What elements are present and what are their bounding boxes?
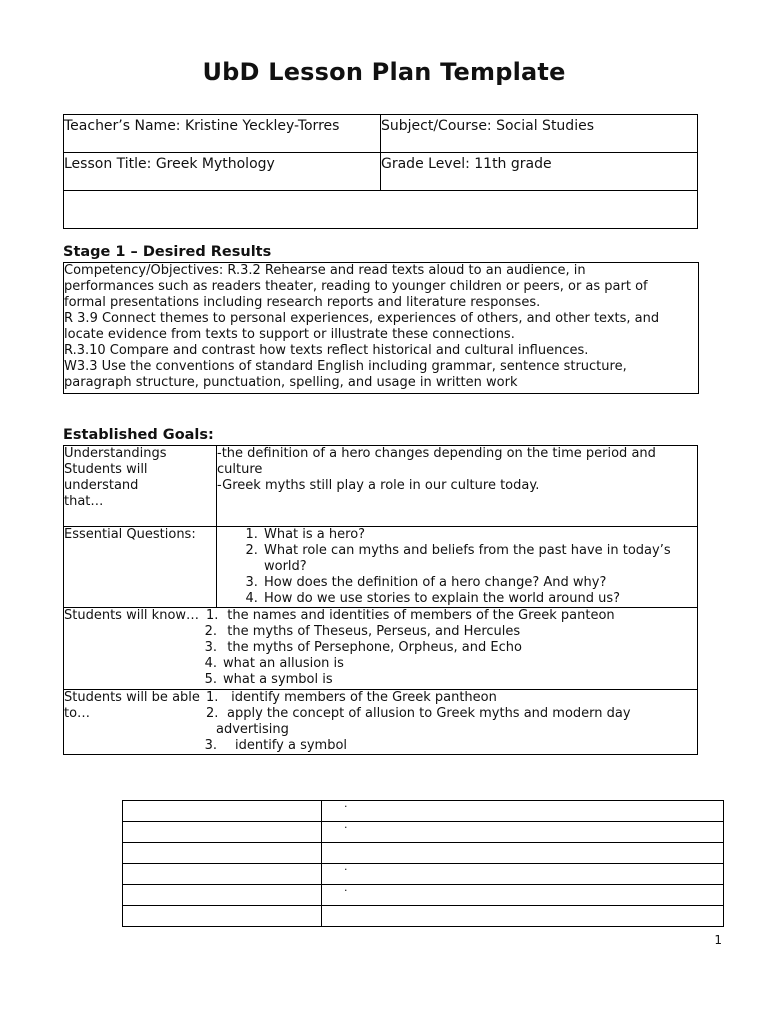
able-label: to…	[64, 706, 91, 721]
label-line: Students will	[64, 462, 148, 477]
know-number: 1.	[206, 608, 219, 623]
able-number: 3.	[204, 738, 217, 753]
objective-line: R 3.9 Connect themes to personal experiences, experiences of others, and other texts, and	[64, 311, 660, 326]
objective-line: W3.3 Use the conventions of standard English including grammar, sentence structure,	[64, 359, 627, 374]
competency-objectives-box	[63, 262, 699, 394]
know-item: the myths of Theseus, Perseus, and Hercules	[219, 624, 521, 639]
question-item: 4. How do we use stories to explain the world around us?	[262, 591, 697, 607]
subject-course: Subject/Course: Social Studies	[381, 115, 698, 153]
know-row	[64, 608, 697, 624]
blank-cell	[123, 822, 322, 843]
able-number: 2.	[206, 706, 219, 721]
grade-level: Grade Level: 11th grade	[381, 153, 698, 191]
questions-list	[217, 527, 697, 607]
students-will-be-able-cell	[64, 690, 698, 755]
blank-mark: ·	[322, 822, 724, 843]
able-number: 1.	[206, 690, 219, 705]
blank-cell	[123, 885, 322, 906]
blank-cell	[123, 801, 322, 822]
know-row	[64, 672, 697, 688]
essential-questions-label: Essential Questions:	[64, 527, 217, 608]
know-number: 2.	[204, 624, 217, 639]
blank-mark: ·	[322, 864, 724, 885]
page-number: 1	[714, 933, 722, 947]
able-row	[64, 738, 697, 754]
able-label: Students will be able	[64, 690, 200, 705]
able-item: identify members of the Greek pantheon	[227, 690, 497, 705]
understandings-content	[217, 446, 698, 527]
blank-table	[122, 800, 724, 927]
blank-cell	[123, 843, 322, 864]
students-will-know-cell	[64, 608, 698, 690]
able-item: advertising	[216, 722, 289, 737]
know-item: the names and identities of members of the Greek panteon	[219, 608, 615, 623]
understanding-item: -the definition of a hero changes depending on the time period and culture	[217, 446, 656, 477]
know-number: 5.	[204, 672, 217, 687]
question-item: 1. What is a hero?	[262, 527, 697, 543]
know-item: what a symbol is	[223, 672, 333, 687]
know-item: the myths of Persephone, Orpheus, and Echo	[219, 640, 522, 655]
empty-info-row	[64, 191, 698, 229]
able-row	[64, 722, 697, 738]
blank-mark	[322, 906, 724, 927]
know-row	[64, 656, 697, 672]
able-item: identify a symbol	[235, 738, 348, 753]
label-line: that…	[64, 494, 104, 509]
blank-cell	[123, 864, 322, 885]
question-item: 3. How does the definition of a hero change? And why?	[262, 575, 697, 591]
objective-line: R.3.10 Compare and contrast how texts reflect historical and cultural influences.	[64, 343, 589, 358]
objective-line: paragraph structure, punctuation, spelling, and usage in written work	[64, 375, 518, 390]
understandings-label	[64, 446, 217, 527]
question-item: 2. What role can myths and beliefs from the past have in today’s world?	[262, 543, 697, 575]
label-line: Understandings	[64, 446, 167, 461]
understanding-item: -Greek myths still play a role in our culture today.	[217, 478, 540, 493]
teacher-name: Teacher’s Name: Kristine Yeckley-Torres	[64, 115, 381, 153]
blank-mark: ·	[322, 885, 724, 906]
lesson-title: Lesson Title: Greek Mythology	[64, 153, 381, 191]
know-number: 3.	[204, 640, 217, 655]
objective-line: performances such as readers theater, reading to younger children or peers, or as part of	[64, 279, 648, 294]
blank-cell	[123, 906, 322, 927]
established-goals-heading: Established Goals:	[63, 427, 214, 443]
blank-mark: ·	[322, 801, 724, 822]
objective-line: formal presentations including research reports and literature responses.	[64, 295, 541, 310]
know-label: Students will know…	[64, 608, 200, 623]
stage1-heading: Stage 1 – Desired Results	[63, 244, 272, 260]
document-title: UbD Lesson Plan Template	[202, 58, 566, 86]
able-item: apply the concept of allusion to Greek myths and modern day	[227, 706, 631, 721]
know-row	[64, 624, 697, 640]
teacher-info-table	[63, 114, 698, 229]
essential-questions-content	[217, 527, 698, 608]
goals-table	[63, 445, 698, 755]
able-row	[64, 706, 697, 722]
able-row	[64, 690, 697, 706]
know-row	[64, 640, 697, 656]
label-line: understand	[64, 478, 139, 493]
know-item: what an allusion is	[223, 656, 344, 671]
blank-mark	[322, 843, 724, 864]
objective-line: locate evidence from texts to support or illustrate these connections.	[64, 327, 515, 342]
know-number: 4.	[204, 656, 217, 671]
objective-line: Competency/Objectives: R.3.2 Rehearse and read texts aloud to an audience, in	[64, 263, 586, 278]
